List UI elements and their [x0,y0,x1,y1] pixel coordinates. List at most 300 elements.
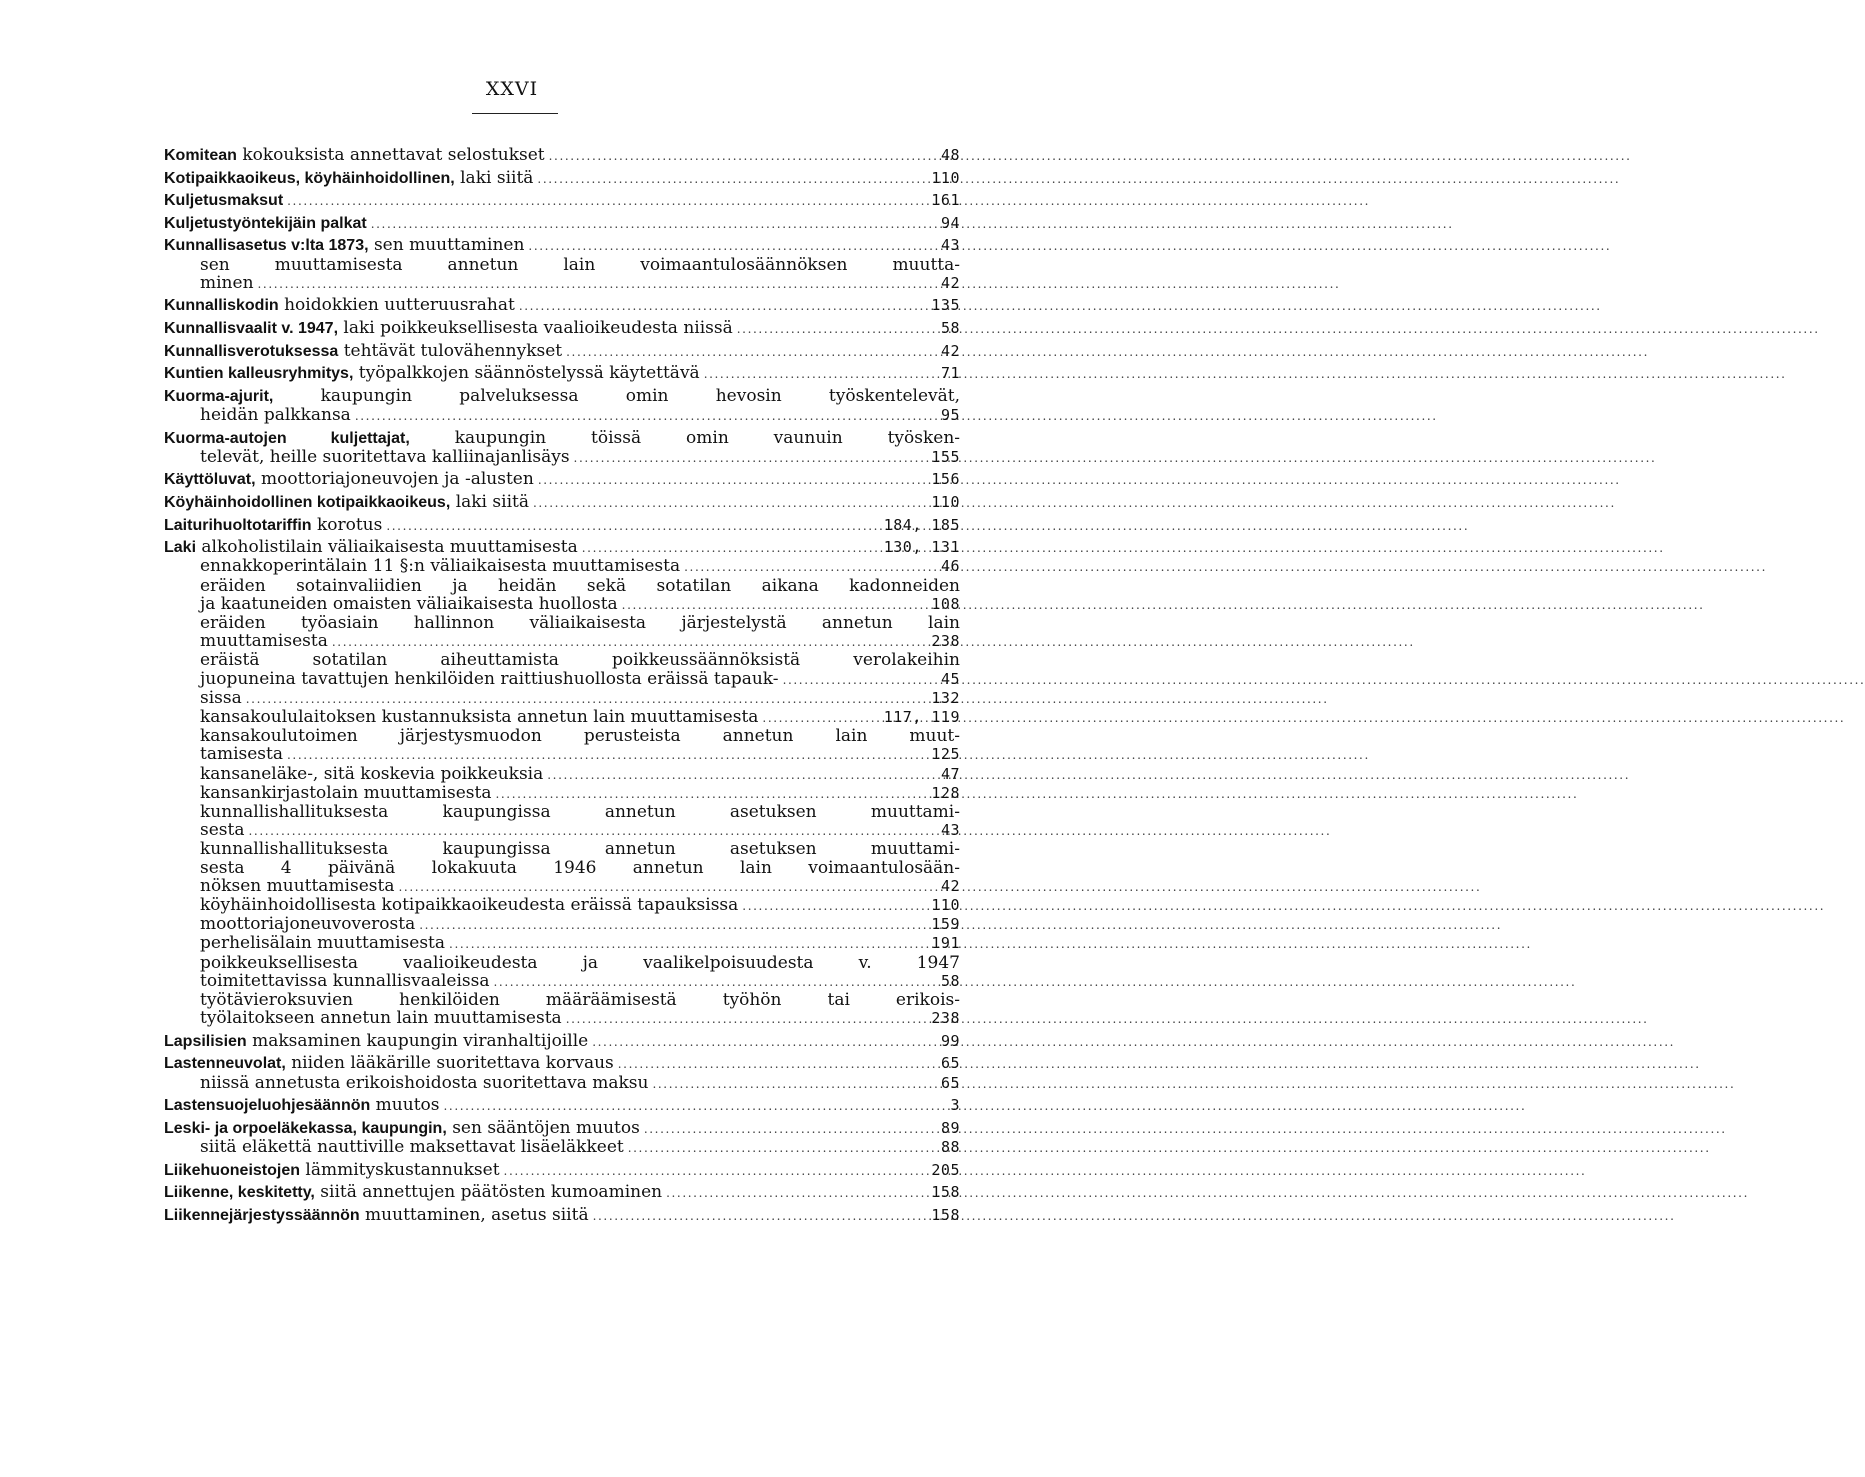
entry-line [164,236,960,255]
entry-body: kaupungin töissä omin vaunuin työsken- [454,427,961,448]
entry-text [164,319,733,338]
page-reference: 94 [940,213,960,232]
dot-leader [593,1207,928,1225]
dot-leader [652,1075,936,1093]
entry-text [164,516,382,535]
entry-line [200,972,960,991]
entry-term: Lapsilisien [164,1032,247,1050]
entry-line [164,538,960,557]
entry-line [200,991,960,1009]
entry-text [200,727,960,745]
entry-text [200,651,960,669]
entry-text [164,493,529,512]
index-entry [164,1054,960,1073]
index-subentry [164,991,960,1028]
entry-body: sen muuttaminen [373,235,525,256]
dot-leader [592,1033,937,1051]
entry-line [164,1161,960,1180]
dot-leader [622,596,928,614]
entry-line [200,595,960,614]
entry-term: Kuntien kalleusryhmitys, [164,365,354,383]
entry-line [164,470,960,489]
entry-line [200,689,960,708]
index-subentry [164,1074,960,1093]
page-reference: 184, 185 [883,515,960,534]
dot-leader [742,897,927,915]
entry-body: niissä annetusta erikoishoidosta suoritettava maksu [200,1072,649,1093]
entry-line [200,745,960,764]
entry-term: Kunnallisverotuksessa [164,342,339,360]
page-reference: 99 [940,1031,960,1050]
entry-body: muutos [375,1095,440,1116]
entry-line [164,1119,960,1138]
entry-body: moottoriajoneuvojen ja -alusten [260,469,534,490]
page-reference: 88 [940,1137,960,1156]
entry-line [164,169,960,188]
entry-text [200,972,490,990]
entry-text [164,342,562,361]
entry-text [164,1096,439,1115]
index-subentry [164,803,960,840]
entry-term: Liikehuoneistojen [164,1161,301,1179]
entry-line [164,406,960,425]
dot-leader [618,1055,937,1073]
page-reference: 89 [940,1118,960,1137]
entry-term: Kunnalliskodin [164,297,279,315]
entry-body: eräistä sotatilan aiheuttamista poikkeussäännöksistä verolakeihin [200,650,960,671]
entry-body: siitä eläkettä nauttiville maksettavat lisäeläkkeet [200,1136,624,1157]
entry-text [164,470,534,489]
dot-leader [287,746,927,764]
entry-term: Laki [164,539,197,557]
entry-term: Kunnallisasetus v:lta 1873, [164,237,369,255]
index-entry [164,1183,960,1202]
dot-leader [443,1097,946,1115]
index-subentry [164,557,960,576]
entry-term: Liikennejärjestyssäännön [164,1206,360,1224]
index-subentry [164,727,960,764]
entry-text [200,577,960,595]
index-entry [164,1032,960,1051]
entry-body: laki siitä [460,167,534,188]
entry-body: sesta 4 päivänä lokakuuta 1946 annetun lain voimaantulosään- [200,857,960,878]
entry-text [200,1074,648,1092]
index-subentry [164,256,960,293]
dot-leader [495,785,927,803]
entry-text [200,274,254,292]
entry-body: kansakoulutoimen järjestysmuodon perusteista annetun lain muut- [200,726,960,747]
entry-body: sen sääntöjen muutos [452,1117,640,1138]
entry-term: Kunnallisvaalit v. 1947, [164,319,339,337]
entry-text [200,614,960,632]
index-entry [164,146,960,165]
entry-text [200,1138,624,1156]
entry-line [200,896,960,915]
entry-line [200,1074,960,1093]
index-entry [164,1096,960,1115]
entry-text [200,765,543,783]
entry-body: köyhäinhoidollisesta kotipaikkaoikeudesta eräissä tapauksissa [200,894,739,915]
entry-body: kaupungin palveluksessa omin hevosin työskentelevät, [320,385,961,406]
entry-text [200,896,738,914]
page-reference: 110 [931,492,960,511]
index-entry [164,1161,960,1180]
entry-body: ennakkoperintälain 11 §:n väliaikaisesta muuttamisesta [200,556,681,577]
entry-body: tamisesta [200,744,283,765]
entry-line [200,915,960,934]
entry-line [200,577,960,595]
entry-text [200,821,244,839]
index-entry [164,1206,960,1225]
index-subentry [164,577,960,614]
entry-line [200,632,960,651]
entry-body: tehtävät tulovähennykset [343,340,563,361]
entry-line [164,342,960,361]
entry-text [164,1161,500,1180]
entry-body: moottoriajoneuvoverosta [200,914,416,935]
dot-leader [684,558,937,576]
dot-leader [537,170,927,188]
entry-body: poikkeuksellisesta vaalioikeudesta ja vaalikelpoisuudesta v. 1947 [200,952,960,973]
index-entry [164,429,960,467]
dot-leader [494,973,937,991]
page-reference: 191 [931,934,960,953]
page-reference: 161 [931,191,960,210]
entry-term: Kuorma-ajurit, [164,387,274,405]
page-number-rule [472,113,558,114]
entry-body: perhelisälain muuttamisesta [200,933,446,954]
index-subentry [164,896,960,915]
index-entry [164,214,960,233]
entry-body: siitä annettujen päätösten kumoaminen [320,1182,663,1203]
entry-body: eräiden työasiain hallinnon väliaikaisesta järjestelystä annetun lain [200,612,960,633]
entry-term: Leski- ja orpoeläkekassa, kaupungin, [164,1119,447,1137]
entry-body: sen muuttamisesta annetun lain voimaantulosäännöksen muutta- [200,254,960,275]
entry-text [164,236,524,255]
page-reference: 65 [940,1054,960,1073]
index-entry [164,538,960,557]
dot-leader [704,365,937,383]
page-reference: 58 [940,971,960,990]
entry-line [164,319,960,338]
index-entry [164,319,960,338]
entry-body: työtävieroksuvien henkilöiden määräämisestä työhön tai erikois- [200,990,960,1010]
entry-text [164,214,367,233]
dot-leader [528,237,937,255]
page-reference: 65 [940,1073,960,1092]
index-entry [164,387,960,425]
entry-text [200,840,960,858]
entry-text [200,934,445,952]
entry-body: alkoholistilain väliaikaisesta muuttamisesta [201,537,578,558]
entry-body: korotus [316,514,383,535]
entry-text [200,689,242,707]
index-entry [164,493,960,512]
entry-text [200,448,570,466]
index-subentry [164,708,960,727]
index-subentry [164,765,960,784]
dot-leader [582,539,880,557]
index-subentry [164,614,960,651]
dot-leader [566,1010,928,1028]
page-number: XXVI [485,78,539,100]
entry-text [200,256,960,274]
entry-text [200,632,328,650]
index-list [164,146,960,1225]
entry-line [200,708,960,727]
page-reference: 158 [931,1205,960,1224]
entry-line [200,274,960,293]
page-reference: 110 [931,895,960,914]
index-entry [164,470,960,489]
entry-text [200,745,283,763]
page-reference: 3 [950,1096,960,1115]
dot-leader [628,1139,937,1157]
entry-text [200,1009,562,1027]
index-subentry [164,651,960,708]
entry-term: Köyhäinhoidollinen kotipaikkaoikeus, [164,493,451,511]
entry-line [164,1054,960,1073]
entry-text [200,406,351,424]
entry-text [164,1032,588,1051]
entry-body: työlaitokseen annetun lain muuttamisesta [200,1008,562,1029]
dot-leader [737,320,937,338]
entry-body: kansaneläke-, sitä koskevia poikkeuksia [200,763,544,784]
entry-line [200,256,960,274]
entry-body: kunnallishallituksesta kaupungissa annetun asetuksen muuttami- [200,801,960,822]
entry-text [200,859,960,877]
page-reference: 43 [940,821,960,840]
entry-line [200,803,960,821]
entry-line [200,651,960,669]
entry-body: heidän palkkansa [200,404,351,425]
entry-body: televät, heille suoritettava kalliinajanlisäys [200,446,570,467]
entry-text [164,387,960,406]
index-subentry [164,840,960,896]
page-reference: 158 [931,1183,960,1202]
entry-line [200,821,960,840]
entry-text [164,1119,640,1138]
entry-line [164,1183,960,1202]
entry-line [200,765,960,784]
entry-line [164,364,960,383]
entry-line [200,784,960,803]
entry-text [164,538,578,557]
page-reference: 135 [931,296,960,315]
dot-leader [504,1162,928,1180]
entry-text [164,1206,589,1225]
entry-text [200,670,779,688]
page-reference: 42 [940,876,960,895]
page-reference: 42 [940,341,960,360]
dot-leader [566,343,937,361]
page-reference: 95 [940,405,960,424]
dot-leader [355,407,937,425]
entry-body: eräiden sotainvaliidien ja heidän sekä sotatilan aikana kadonneiden [200,575,960,596]
page-reference: 110 [931,168,960,187]
page-reference: 117, 119 [883,707,960,726]
entry-text [164,169,533,188]
entry-line [164,1206,960,1225]
entry-line [164,429,960,448]
index-entry [164,296,960,315]
dot-leader [248,822,936,840]
entry-line [200,934,960,953]
entry-line [200,557,960,576]
entry-line [164,296,960,315]
entry-text [164,191,283,210]
entry-text [164,146,545,165]
entry-line [200,1138,960,1157]
entry-line [200,670,960,689]
entry-text [164,296,515,315]
dot-leader [287,192,927,210]
entry-line [164,214,960,233]
index-entry [164,236,960,255]
entry-line [164,1032,960,1051]
entry-text [164,1183,662,1202]
entry-body: kokouksista annettavat selostukset [242,145,545,165]
index-entry [164,169,960,188]
entry-body: sissa [200,687,242,708]
dot-leader [533,494,927,512]
entry-term: Kotipaikkaoikeus, köyhäinhoidollinen, [164,169,455,187]
page-reference: 48 [940,146,960,164]
index-entry [164,516,960,535]
dot-leader [419,916,927,934]
entry-body: niiden lääkärille suoritettava korvaus [291,1053,614,1074]
entry-text [200,877,394,895]
dot-leader [246,690,928,708]
entry-line [164,387,960,406]
index-entry [164,1119,960,1138]
entry-body: juopuneina tavattujen henkilöiden raittiushuollosta eräissä tapauk- [200,668,779,689]
entry-line [164,448,960,467]
entry-text [200,595,618,613]
index-entry [164,364,960,383]
page-reference: 46 [940,557,960,576]
page-reference: 130, 131 [883,538,960,557]
entry-line [200,859,960,877]
entry-text [164,1054,614,1073]
entry-text [164,364,700,383]
page-reference: 47 [940,764,960,783]
entry-line [164,191,960,210]
dot-leader [519,297,928,315]
entry-line [164,1096,960,1115]
entry-body: laki siitä [455,491,529,512]
entry-line [200,727,960,745]
entry-term: Kuljetustyöntekijäin palkat [164,214,367,232]
page-reference: 42 [940,273,960,292]
entry-line [164,493,960,512]
entry-body: hoidokkien uutteruusrahat [284,295,515,316]
entry-body: ja kaatuneiden omaisten väliaikaisesta huollosta [200,593,618,614]
entry-term: Lastenneuvolat, [164,1055,286,1073]
dot-leader [538,471,928,489]
dot-leader [398,878,936,896]
entry-body: kansankirjastolain muuttamisesta [200,782,492,803]
entry-term: Kuorma-autojen kuljettajat, [164,429,410,447]
entry-line [200,614,960,632]
page-reference: 128 [931,783,960,802]
entry-term: Laiturihuoltotariffin [164,516,312,534]
entry-body: minen [200,272,254,293]
entry-body: toimitettavissa kunnallisvaaleissa [200,970,490,991]
page-reference: 43 [940,236,960,255]
index-entry [164,191,960,210]
entry-body: sesta [200,820,245,841]
entry-body: kansakoululaitoksen kustannuksista annetun lain muuttamisesta [200,706,759,727]
page-reference: 125 [931,745,960,764]
dot-leader [644,1120,937,1138]
entry-text [200,803,960,821]
page-reference: 45 [940,669,960,688]
entry-body: muuttamisesta [200,631,328,652]
entry-line [164,516,960,535]
entry-term: Lastensuojeluohjesäännön [164,1097,371,1115]
entry-text [200,915,415,933]
page-reference: 238 [931,632,960,651]
index-subentry [164,784,960,803]
page-reference: 156 [931,470,960,489]
dot-leader [371,215,937,233]
entry-body: muuttaminen, asetus siitä [365,1204,589,1225]
entry-line [200,1009,960,1028]
entry-line [164,146,960,165]
page-reference: 58 [940,318,960,337]
dot-leader [549,147,937,165]
entry-line [200,840,960,858]
dot-leader [574,449,928,467]
index-subentry [164,934,960,953]
index-subentry [164,1138,960,1157]
entry-term: Komitean [164,147,237,164]
page-reference: 108 [931,594,960,613]
entry-text [200,954,960,972]
index-entry [164,342,960,361]
entry-line [200,954,960,972]
index-subentry [164,954,960,991]
entry-text [164,429,960,448]
entry-body: lämmityskustannukset [305,1159,500,1180]
entry-term: Käyttöluvat, [164,471,256,489]
entry-body: laki poikkeuksellisesta vaalioikeudesta niissä [343,317,733,338]
entry-body: maksaminen kaupungin viranhaltijoille [252,1030,589,1051]
entry-body: nöksen muuttamisesta [200,875,395,896]
page-reference: 238 [931,1009,960,1028]
entry-term: Liikenne, keskitetty, [164,1184,315,1202]
dot-leader [258,275,937,293]
page-reference: 159 [931,915,960,934]
page-reference: 71 [940,364,960,383]
entry-body: kunnallishallituksesta kaupungissa annetun asetuksen muuttami- [200,839,960,860]
dot-leader [762,709,879,727]
dot-leader [332,633,928,651]
dot-leader [547,766,937,784]
index-subentry [164,915,960,934]
dot-leader [386,517,879,535]
page-reference: 132 [931,688,960,707]
dot-leader [783,671,937,689]
entry-line [200,877,960,896]
entry-body: työpalkkojen säännöstelyssä käytettävä [358,363,700,384]
page-reference: 155 [931,447,960,466]
entry-term: Kuljetusmaksut [164,192,284,210]
entry-text [200,991,960,1009]
dot-leader [666,1184,927,1202]
entry-text [200,708,758,726]
